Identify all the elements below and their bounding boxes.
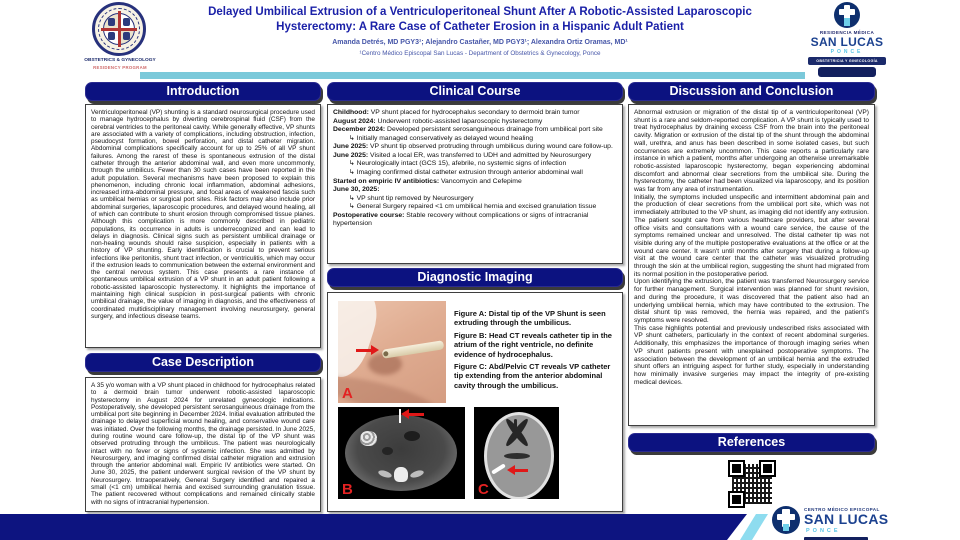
figure-b-abdominal-ct bbox=[338, 407, 465, 499]
timeline-item: June 30, 2025: bbox=[333, 186, 380, 194]
section-header-references: References bbox=[628, 433, 875, 452]
figure-label: C bbox=[478, 481, 489, 498]
ventricle bbox=[504, 453, 530, 459]
cross-stem bbox=[783, 524, 789, 532]
section-header-discussion: Discussion and Conclusion bbox=[628, 82, 875, 101]
figure-label: B bbox=[342, 481, 353, 498]
clinical-course-timeline bbox=[333, 109, 617, 229]
figure-label: A bbox=[342, 385, 353, 402]
footer-san-lucas-wordmark: SAN LUCAS bbox=[804, 511, 889, 527]
section-header-diagnostic-imaging: Diagnostic Imaging bbox=[327, 268, 623, 287]
vertebra bbox=[394, 467, 408, 482]
timeline-subitem: ↳ General Surgery repaired <1 cm umbilical hernia and excised granulation tissue bbox=[349, 203, 597, 211]
discussion-paragraph: Upon identifying the extrusion, the patient was transferred Neurosurgery service for further management. Surgical intervention was planned for shunt revision, and during the procedure, it was discovered that the patient also had an underlying umbilical hernia, which may have contributed to the extrusion. The distal shunt tip was removed, the hernia was repaired, and the patient's symptoms were resolved. bbox=[634, 278, 869, 324]
discussion-paragraph: This case highlights potential and previously undescribed risks associated with VP shunt catheters, particularly in the context of recent abdominal surgeries. Additionally, this emphasizes the importance of thorough imaging series when VP shunt patients present with unexplained postoperative symptoms. The association between the development of an umbilical hernia and the extruded shunt offers an intriguing aspect for further study, especially in understanding how minimally invasive surgeries may impact the integrity of pre-existing medical devices. bbox=[634, 324, 869, 386]
san-lucas-cross-icon bbox=[772, 506, 800, 534]
cross-horizontal bbox=[839, 9, 856, 14]
san-lucas-wordmark: SAN LUCAS bbox=[810, 35, 884, 49]
section-header-introduction: Introduction bbox=[85, 82, 321, 101]
timeline-item: Started on empiric IV antibiotics: Vancomycin and Cefepime bbox=[333, 177, 522, 185]
seal-glyph bbox=[123, 32, 130, 40]
cross-stem bbox=[844, 18, 850, 25]
caption-figure-c: Figure C: Abd/Pelvic CT reveals VP catheter tip extending from the anterior abdominal cavity through the umbilicus. bbox=[454, 361, 611, 390]
residency-program-line1: OBSTETRICS & GYNECOLOGY bbox=[84, 58, 156, 63]
discussion-paragraph: Initially, the symptoms included unspecific and intermittent abdominal pain and the production of clear secretions from the umbilical port site, which was not immediately attributed to the VP shunt, as imaging did not identify any extrusion. The patient sought care from various healthcare providers, but after several office visits and consultations with a wound care service, the cause of the symptoms remained unclear and unresolved. The distal catheter tip was not visible during any of the multiple postoperative evaluations at the office or at the wound care center. It wasn't until months after surgery that during a follow-up visit at the wound care center that the catheter was visualized protruding through the skin at the umbilical region, suggesting the shunt had migrated from its normal position in the postoperative period. bbox=[634, 193, 869, 278]
footer-accent-stripe bbox=[740, 514, 770, 540]
discussion-paragraph: Abnormal extrusion or migration of the distal tip of a ventriculoperitoneal (VP) shunt is a rare and seldom-reported complication. A VP shunt is typically used to treat hydrocephalus by draining excess CSF from the brain into the peritoneal cavity. Migration or extrusion of the distal tip of the shunt through the abdominal wall, urethra, and anus has been described in some isolated cases, but such occurrences are extremely uncommon. This case reports a particularly rare instance in which a patient, months after undergoing an otherwise unremarkable robotic-assisted laparoscopic hysterectomy, began experiencing abdominal discomfort and abnormal clear secretions from the umbilical site. During the hysterectomy, the catheter had been visualized via laparoscopy, and its position was far from any area of instrumentation. bbox=[634, 109, 869, 194]
seal-glyph bbox=[108, 18, 115, 26]
poster-title-line2: Hysterectomy: A Rare Case of Catheter Erosion in a Hispanic Adult Patient bbox=[276, 21, 684, 33]
header-divider-bar bbox=[140, 72, 805, 79]
qr-finder-pattern bbox=[759, 460, 776, 477]
timeline-subitem: ↳ Neurologically intact (GCS 15), afebrile, no systemic signs of infection bbox=[349, 160, 567, 168]
clinical-course-box bbox=[327, 104, 623, 264]
timeline-item: Postoperative course: Stable recovery without complications or signs of intracranial hypertension bbox=[333, 211, 589, 228]
caption-figure-b: Figure B: Head CT reveals catheter tip in the atrium of the right ventricle, no definite evidence of hydrocephalus. bbox=[454, 330, 612, 359]
bowel-gas bbox=[382, 447, 393, 455]
red-arrow-icon bbox=[514, 469, 528, 472]
ventricle bbox=[514, 419, 517, 431]
timeline-subitem: ↳ VP shunt tip removed by Neurosurgery bbox=[349, 194, 474, 202]
residencia-medica-label: RESIDENCIA MÉDICA bbox=[819, 30, 875, 35]
section-header-clinical-course: Clinical Course bbox=[327, 82, 623, 101]
figure-a-photo-umbilicus bbox=[338, 301, 446, 403]
affiliation-line: ¹Centro Médico Episcopal San Lucas - Department of Obstetrics & Gynecology, Ponce bbox=[359, 50, 601, 57]
ponce-label: PONCE bbox=[830, 49, 864, 55]
seal-quadrants bbox=[103, 13, 135, 45]
footer-hospital-label: CENTRO MÉDICO EPISCOPAL bbox=[804, 507, 880, 512]
footer-band bbox=[0, 514, 760, 540]
bowel-content bbox=[360, 431, 377, 446]
san-lucas-cross-icon bbox=[834, 2, 860, 28]
introduction-box bbox=[85, 104, 321, 348]
red-arrow-icon bbox=[356, 349, 372, 352]
case-description-text: A 35 y/o woman with a VP shunt placed in childhood for hydrocephalus related to a dermoid brain tumor underwent robotic-assisted laparoscopic hysterectomy in August 2024 for unrelated gynecologic indications. Postoperatively, she developed persistent serosanguineous drainage from the umbilical port site beginning in December 2024. Initial evaluation attributed the drainage to delayed superficial wound healing, and conservative wound care was initiated. Over the following months, the drainage persisted. In June 2025, during routine wound care follow-up, the distal tip of the VP shunt was observed protruding through the umbilicus. The patient was neurologically intact with no fever or signs of systemic infection. She was admitted by Neurosurgery, and imaging confirmed distal catheter migration and extrusion through the anterior abdominal wall. Empiric IV antibiotics were started. On June 30, 2025, the patient underwent surgical revision of the VP shunt by Neurosurgery. Intraoperatively, General Surgery identified and repaired a small (<1 cm) umbilical hernia and excised surrounding granulation tissue. The patient recovered without complications and remained clinically stable with no signs of intracranial hypertension. bbox=[91, 382, 315, 506]
timeline-item: December 2024: Developed persistent serosanguineous drainage from umbilical port site bbox=[333, 126, 603, 134]
introduction-text: Ventriculoperitoneal (VP) shunting is a standard neurosurgical procedure used to manage hydrocephalus by diverting cerebrospinal fluid (CSF) from the cerebral ventricles to the peritoneal cavity. While generally effective, VP shunts are associated with a variety of complications, including obstruction, infection, pseudocyst formation, bowel perforation, and distal catheter migration. Abdominal complications specifically account for up to 25% of all VP shunt failures. Among the rarest of these is spontaneous extrusion of the distal catheter through the anterior abdominal wall, and even more uncommonly, through the umbilicus. Fewer than 30 such cases have been reported in the adult population. Several mechanisms have been proposed to explain this phenomenon, including chronic local inflammation, abdominal adhesions, increased intra-abdominal pressure, and focal areas of weakened fascia such as umbilical hernias or surgical port sites. Risk factors may also include prior abdominal surgeries, laparoscopic procedures, and delayed wound healing, all of which can contribute to shunt erosion through compromised tissue planes. Although this complication is more commonly described in pediatric populations, its occurrence in adults is underrecognized and can lead to delays in diagnosis. Clinical signs such as persistent umbilical drainage or non-healing wounds should raise suspicion, especially in patients with a history of VP shunting. Early identification is crucial to prevent serious infections like peritonitis, shunt tract infection, or ventriculitis, which may occur if the extrusion leads to communication between the external environment and the central nervous system. This case presents a rare instance of spontaneous umbilical extrusion of a VP shunt in an adult patient following a robotic-assisted laparoscopic hysterectomy. It highlights the importance of maintaining high clinical suspicion in post-surgical patients with chronic umbilical drainage, the value of imaging in diagnosis, and the effectiveness of coordinated multidisciplinary management involving neurosurgery, general surgery, and infectious disease teams. bbox=[91, 109, 315, 320]
timeline-item: June 2025: VP shunt tip observed protruding through umbilicus during wound care follow-up. bbox=[333, 143, 613, 151]
seal-glyph bbox=[108, 32, 115, 40]
timeline-item: June 2025: Visited a local ER, was transferred to UDH and admitted by Neurosurgery bbox=[333, 151, 592, 159]
footer-ponce-label: PONCE bbox=[806, 528, 841, 534]
caption-figure-a: Figure A: Distal tip of the VP Shunt is seen extruding through the umbilicus. bbox=[454, 309, 606, 328]
figure-captions bbox=[454, 309, 616, 393]
poster-title-line1: Delayed Umbilical Extrusion of a Ventriculoperitoneal Shunt After A Robotic-Assisted Laparoscopic bbox=[208, 6, 752, 18]
obstetricia-department-bar: OBSTETRICIA Y GINECOLOGÍA bbox=[808, 57, 886, 65]
seal-cross-vertical bbox=[118, 11, 121, 47]
residency-program-line2: RESIDENCY PROGRAM bbox=[93, 64, 147, 70]
logo-accent-bar bbox=[818, 67, 876, 77]
case-description-box bbox=[85, 377, 321, 512]
seal-glyph bbox=[123, 18, 130, 26]
discussion-box bbox=[628, 104, 875, 426]
timeline-subitem: ↳ Initially managed conservatively as delayed wound healing bbox=[349, 134, 534, 142]
timeline-subitem: ↳ Imaging confirmed distal catheter extrusion through anterior abdominal wall bbox=[349, 168, 583, 176]
references-qr-code bbox=[727, 459, 777, 509]
qr-finder-pattern bbox=[728, 460, 745, 477]
university-seal-logo bbox=[92, 2, 146, 56]
timeline-item: August 2024: Underwent robotic-assisted laparoscopic hysterectomy bbox=[333, 117, 543, 125]
qr-finder-pattern bbox=[728, 491, 745, 508]
figure-c-head-ct bbox=[474, 407, 559, 499]
timeline-item: Childhood: VP shunt placed for hydrocephalus secondary to dermoid brain tumor bbox=[333, 109, 580, 116]
cross-horizontal bbox=[777, 514, 795, 520]
diagnostic-imaging-box bbox=[327, 292, 623, 512]
section-header-case-description: Case Description bbox=[85, 353, 321, 372]
seal-cross-horizontal bbox=[101, 28, 137, 31]
red-arrow-icon bbox=[408, 413, 424, 416]
vp-shunt-catheter bbox=[382, 340, 445, 359]
authors-line: Amanda Detrés, MD PGY3¹; Alejandro Castañer, MD PGY3¹; Alexandra Ortiz Oramas, MD¹ bbox=[332, 39, 628, 46]
bowel-gas bbox=[404, 431, 420, 441]
